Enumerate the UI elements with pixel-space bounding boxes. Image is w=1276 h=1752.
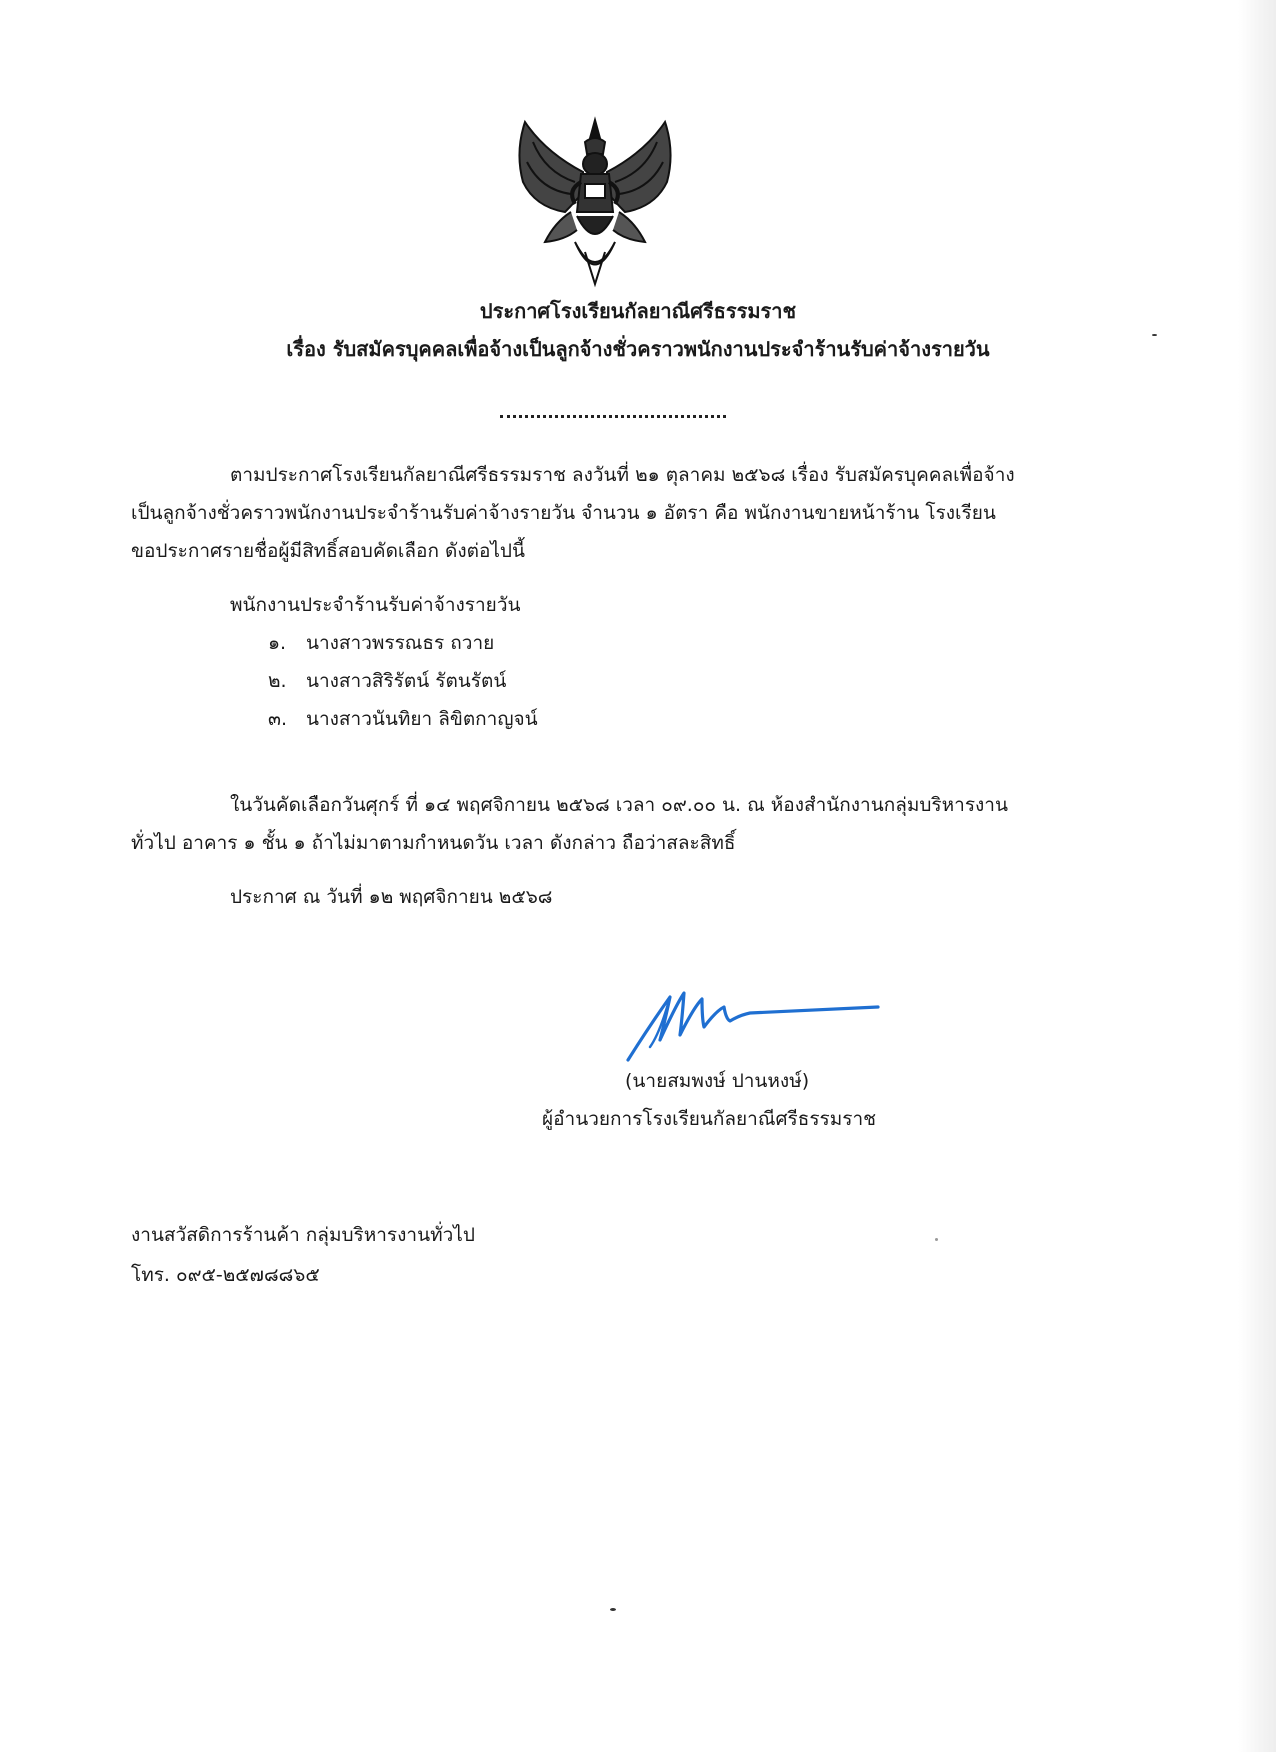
paragraph-2-line-2: ทั่วไป อาคาร ๑ ชั้น ๑ ถ้าไม่มาตามกำหนดวัน เวลา ดังกล่าว ถือว่าสละสิทธิ์: [131, 832, 736, 854]
scan-speck: [935, 1238, 938, 1241]
footer-office: งานสวัสดิการร้านค้า กลุ่มบริหารงานทั่วไป: [131, 1224, 475, 1246]
announce-date: ประกาศ ณ วันที่ ๑๒ พฤศจิกายน ๒๕๖๘: [230, 886, 553, 908]
announcement-title: ประกาศโรงเรียนกัลยาณีศรีธรรมราช: [479, 299, 797, 323]
candidate-number: ๓.: [268, 708, 288, 730]
paragraph-1-line-2: เป็นลูกจ้างชั่วคราวพนักงานประจำร้านรับค่าจ้างรายวัน จำนวน ๑ อัตรา คือ พนักงานขายหน้าร้าน โรงเรียน: [131, 502, 996, 524]
candidate-name: นางสาวพรรณธร ถวาย: [306, 632, 495, 654]
signatory-position: ผู้อำนวยการโรงเรียนกัลยาณีศรีธรรมราช: [542, 1108, 877, 1130]
candidate-number: ๑.: [268, 632, 287, 654]
signature-image: [620, 985, 880, 1065]
candidate-name: นางสาวสิริรัตน์ รัตนรัตน์: [306, 670, 507, 692]
candidate-number: ๒.: [268, 670, 287, 692]
candidate-name: นางสาวนันทิยา ลิขิตกาญจน์: [306, 708, 538, 730]
paragraph-2-line-1: ในวันคัดเลือกวันศุกร์ ที่ ๑๔ พฤศจิกายน ๒๕๖๘ เวลา ๐๙.๐๐ น. ณ ห้องสำนักงานกลุ่มบริหารงาน: [230, 794, 1008, 816]
announcement-subject: เรื่อง รับสมัครบุคคลเพื่อจ้างเป็นลูกจ้างชั่วคราวพนักงานประจำร้านรับค่าจ้างรายวัน: [286, 337, 990, 361]
paragraph-1-line-1: ตามประกาศโรงเรียนกัลยาณีศรีธรรมราช ลงวันที่ ๒๑ ตุลาคม ๒๕๖๘ เรื่อง รับสมัครบุคคลเพื่อจ้าง: [230, 464, 1015, 486]
scan-edge-shadow: [1238, 0, 1276, 1752]
paragraph-1-line-3: ขอประกาศรายชื่อผู้มีสิทธิ์สอบคัดเลือก ดังต่อไปนี้: [131, 540, 525, 562]
position-heading: พนักงานประจำร้านรับค่าจ้างรายวัน: [230, 594, 521, 616]
scan-speck: [1152, 334, 1157, 336]
garuda-emblem-icon: [505, 112, 685, 292]
title-separator: [500, 415, 726, 418]
footer-phone: โทร. ๐๙๕-๒๕๗๘๘๖๕: [131, 1264, 320, 1286]
scan-speck: [610, 1608, 616, 1611]
signatory-name: (นายสมพงษ์ ปานหงษ์): [625, 1070, 810, 1092]
